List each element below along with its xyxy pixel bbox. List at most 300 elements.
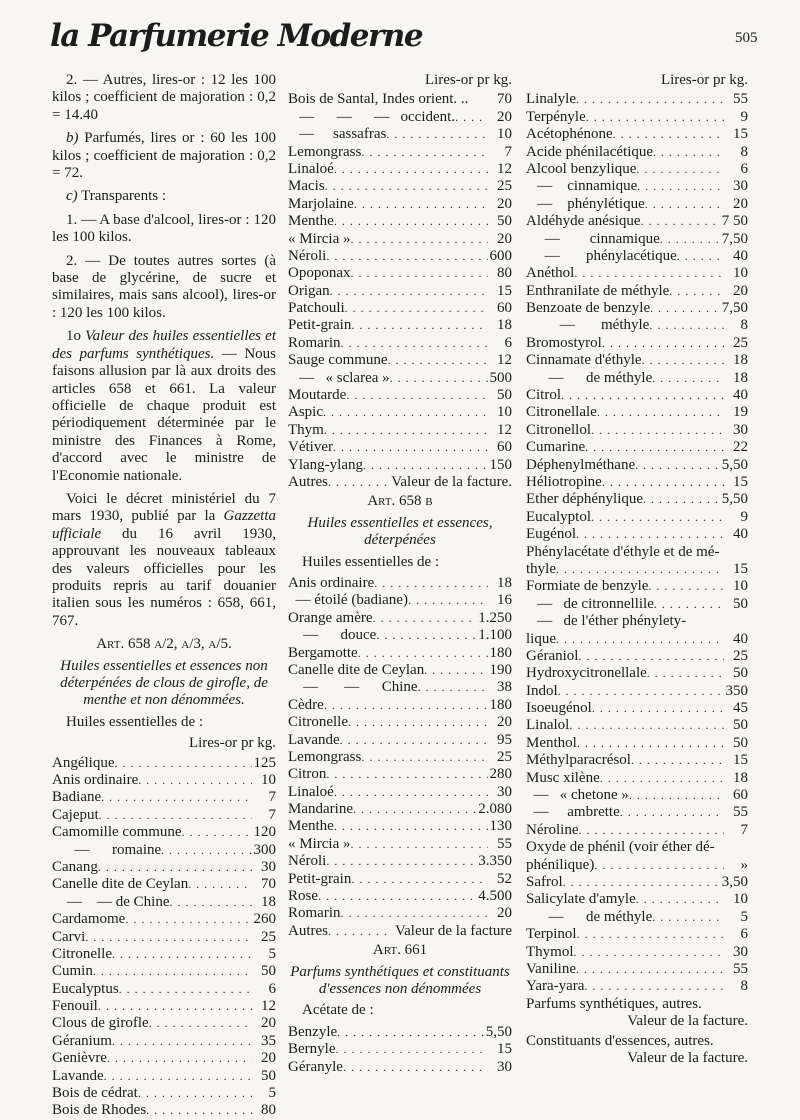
item-value: 50 [733,595,748,612]
leader-dots [600,770,724,787]
item-name: Sauge commune [288,352,388,369]
list-item [526,613,748,630]
item-name: Citronelle [288,714,348,731]
item-value: 5,50 [485,1023,512,1040]
leader-dots [350,836,488,853]
list-item [526,457,748,474]
unit-label: Lires-or pr kg. [424,72,512,88]
item-value: 7 50 [721,213,748,230]
item-value: 10 [733,265,748,282]
list-item [526,387,748,404]
item-value: 15 [733,752,748,769]
item-name: Musc xilène [526,769,600,786]
item-name: Anis ordinaire [288,575,375,592]
list-item [288,1041,512,1058]
leader-dots [101,789,252,806]
leader-dots [591,422,724,439]
item-name: Eucalyptus [52,980,119,997]
item-name: « Mircia » [288,835,351,852]
list-item [288,749,512,766]
list-item [526,404,748,421]
item-name: — romaine [52,841,162,858]
leader-dots [669,283,724,300]
list-item [526,474,748,491]
item-name: Menthe [288,213,334,230]
leader-dots [388,352,488,369]
item-value: 180 [489,644,512,661]
list-item [288,645,512,662]
leader-dots [361,144,488,161]
item-name: Lemongrass [288,143,362,160]
item-value: 7 [504,143,512,160]
list-item [526,352,748,369]
leader-dots [328,923,393,940]
item-name: Néroli [288,247,327,264]
item-value: 150 [489,456,512,473]
item-name: — « chetone » [526,787,629,804]
list-item [288,679,512,696]
item-name: Orange amère [288,609,373,626]
list-item [52,876,276,893]
leader-dots [325,178,488,195]
list-item [288,836,512,853]
item-name: Lemongrass [288,748,362,765]
list-item [288,404,512,421]
list-item [288,905,512,922]
item-value: 3,50 [721,874,748,891]
leader-dots [107,1050,252,1067]
list-item [526,178,748,195]
item-value: 20 [261,1050,276,1067]
leader-dots [584,978,724,995]
leader-dots [353,801,476,818]
list-item [288,662,512,679]
price-list [526,648,748,839]
leader-dots [597,404,724,421]
item-name: « Mircia » [288,230,351,247]
item-value: 8 [740,317,748,334]
list-item [288,300,512,317]
leader-dots [98,998,252,1015]
list-item [52,807,276,824]
item-name: Romarin [288,334,341,351]
item-value: 50 [261,1067,276,1084]
item-name: — de méthyle [526,908,653,925]
leader-dots [324,422,488,439]
list-item [52,755,276,772]
list-item [288,317,512,334]
leader-dots [341,335,489,352]
item-value: 125 [253,754,276,771]
list-item [52,789,276,806]
leader-dots [170,894,253,911]
leader-dots [326,766,487,783]
article-title: Art. 661 [372,942,428,959]
note-line: Parfums synthétiques, autres. [526,995,702,1012]
item-value: 19 [733,404,748,421]
list-item [526,578,748,595]
leader-dots [602,474,724,491]
item-name: — cinnamique [526,230,660,247]
list-item [526,961,748,978]
item-value: 22 [733,439,748,456]
article-heading: Huiles essentielles et essences, déterpénées [307,514,493,549]
list-item [288,784,512,801]
list-item [288,697,512,714]
item-value: 7 [268,806,276,823]
item-name: Néroline [526,821,579,838]
item-name: Formiate de benzyle [526,578,649,595]
leader-dots [647,665,724,682]
leader-dots [563,874,720,891]
list-item [288,265,512,282]
list-item [526,665,748,682]
leader-dots [602,335,724,352]
item-name: — méthyle [526,317,650,334]
leader-dots [340,732,488,749]
leader-dots [594,857,724,874]
list-item [288,213,512,230]
price-list [288,1024,512,1076]
leader-dots [373,610,477,627]
item-name: Citron [288,766,327,783]
item-value: 55 [733,804,748,821]
list-item [526,509,748,526]
list-item [288,1024,512,1041]
list-item [526,265,748,282]
item-name: — — — occident. [288,108,456,125]
column-2 [288,72,512,1076]
list-item [52,981,276,998]
item-value: 3.350 [478,853,512,870]
list-item [526,196,748,213]
leader-dots [337,1024,484,1041]
item-name: Géranium [52,1032,112,1049]
price-list [288,91,512,491]
leader-dots [390,370,488,387]
item-value: 6 [504,334,512,351]
list-item [526,335,748,352]
item-name: Citronelle [52,945,112,962]
item-value: 50 [733,734,748,751]
item-value: 40 [733,387,748,404]
item-name: Safrol [526,874,563,891]
item-value: 15 [733,126,748,143]
leader-dots [653,144,724,161]
item-name: — phénylétique [526,195,645,212]
leader-dots [576,526,724,543]
item-name: Anis ordinaire [52,772,139,789]
item-name: Menthe [288,818,334,835]
list-item [288,853,512,870]
item-value: 50 [261,963,276,980]
item-name: Acétophénone [526,126,613,143]
item-name: Bernyle [288,1041,336,1058]
leader-dots [576,91,724,108]
leader-dots [334,784,488,801]
item-value: 5 [740,908,748,925]
item-value: 16 [497,592,512,609]
leader-dots [591,509,724,526]
list-item [526,787,748,804]
item-value: 18 [497,575,512,592]
list-item-line: Oxyde de phénil (voir éther dé- [526,839,715,856]
leader-dots [577,735,724,752]
item-name: Yara-yara [526,978,585,995]
leader-dots [652,909,724,926]
column-1 [52,72,276,1120]
list-item [288,457,512,474]
column-3 [526,72,748,1069]
leader-dots [577,926,724,943]
list-item [52,911,276,928]
item-value: 350 [725,682,748,699]
leader-dots [341,905,489,922]
list-intro: Acétate de : [302,1002,374,1019]
item-value: 60 [497,300,512,317]
paragraph: 1. — A base d'alcool, lires-or : 120 les 100 kilos. [52,211,276,246]
leader-dots [348,714,488,731]
item-name: Bois de cédrat [52,1085,138,1102]
note-line: Constituants d'essences, autres. [526,1032,714,1049]
item-value: 7,50 [721,230,748,247]
item-name: Bois de Rhodes [52,1102,147,1119]
item-value: 20 [733,195,748,212]
list-item [288,1059,512,1076]
item-name: — — Chine [288,679,418,696]
list-item [526,370,748,387]
leader-dots [351,317,488,334]
leader-dots [361,749,488,766]
leader-dots [642,352,724,369]
item-name: — « sclarea » [288,369,390,386]
item-name: Lavande [288,731,340,748]
list-item [52,1050,276,1067]
leader-dots [677,248,724,265]
item-value: 10 [733,578,748,595]
item-name: Carvi [52,928,86,945]
item-value: 10 [497,126,512,143]
item-value: 50 [497,387,512,404]
leader-dots [104,1068,252,1085]
leader-dots [146,1102,252,1119]
leader-dots [119,981,252,998]
leader-dots [346,387,488,404]
item-name: Mandarine [288,801,353,818]
item-name: Genièvre [52,1050,107,1067]
leader-dots [335,1041,488,1058]
list-item [288,231,512,248]
leader-dots [351,871,488,888]
list-item [526,944,748,961]
list-item [52,963,276,980]
price-list [526,578,748,630]
list-item [526,491,748,508]
list-item: phénilique) . . . » [526,857,748,874]
item-name: Autres [288,474,328,490]
leader-dots [354,196,488,213]
article-heading: Huiles essentielles et essences non déterpénées de clous de girofle, de menthe et non dénommées. [60,657,268,709]
list-intro: Huiles essentielles de : [66,713,204,730]
item-value: 10 [261,772,276,789]
leader-dots [613,126,724,143]
list-item [288,178,512,195]
item-value: 18 [733,369,748,386]
item-value: 280 [489,766,512,783]
item-value: 120 [253,824,276,841]
item-name: Rose [288,888,318,905]
item-value: 9 [740,108,748,125]
item-value: 55 [733,960,748,977]
list-item [288,888,512,905]
item-value: 10 [733,891,748,908]
list-item [288,474,512,491]
leader-dots [556,631,724,648]
leader-dots [652,370,724,387]
list-item [526,978,748,995]
list-item [52,1033,276,1050]
item-value: 2.080 [478,801,512,818]
item-value: 7 [740,821,748,838]
item-value: 38 [497,679,512,696]
item-value: 25 [497,748,512,765]
unit-label: Lires-or pr kg. [660,72,748,88]
item-value: 18 [497,317,512,334]
leader-dots [326,248,487,265]
item-value: 20 [497,905,512,922]
leader-dots [592,700,724,717]
item-value: 15 [497,1041,512,1058]
leader-dots [455,109,488,126]
item-name: Benzoate de benzyle [526,300,651,317]
item-value: 70 [261,876,276,893]
list-item [526,926,748,943]
item-value: 12 [497,160,512,177]
item-value: 15 [733,474,748,490]
item-name: Citronellale [526,404,597,421]
item-value: 4.500 [478,888,512,905]
list-intro: Huiles essentielles de : [302,553,440,570]
item-name: — étoilé (badiane) [288,592,408,609]
leader-dots [112,946,252,963]
leader-dots [328,474,389,491]
item-value: 15 [497,282,512,299]
leader-dots [334,818,488,835]
item-value: 1.100 [478,627,512,644]
list-item [288,801,512,818]
item-value: 95 [497,731,512,748]
item-name: Benzyle [288,1023,338,1040]
list-item [288,126,512,143]
item-value: 20 [733,282,748,299]
leader-dots [574,944,725,961]
list-item [52,1102,276,1119]
leader-dots [351,265,489,282]
item-name: Linalol [526,717,570,734]
item-name: Salicylate d'amyle [526,891,636,908]
leader-dots [323,404,488,421]
item-value: 300 [253,841,276,858]
list-item [288,766,512,783]
item-name: Origan [288,282,330,299]
leader-dots [418,679,488,696]
item-name: Patchouli [288,300,345,317]
leader-dots [334,161,488,178]
list-item [526,422,748,439]
item-name: Cumarine [526,439,586,456]
item-value: 7,50 [721,300,748,317]
article-heading: Parfums synthétiques et constituants d'essences non dénommées [290,963,510,998]
leader-dots [318,888,476,905]
list-item [52,859,276,876]
item-name: — ambrette [526,804,620,821]
item-name: Ylang-ylang [288,456,363,473]
item-value: 25 [497,178,512,195]
item-value: 60 [733,787,748,804]
list-item [526,804,748,821]
item-value: 25 [733,334,748,351]
list-item [52,894,276,911]
leader-dots [576,961,724,978]
item-value: 5 [268,1085,276,1102]
list-item [52,772,276,789]
list-item [288,109,512,126]
list-item [288,610,512,627]
item-name: Fenouil [52,998,98,1015]
item-value: 80 [497,265,512,282]
item-name: Cumin [52,963,93,980]
article-title: Art. 658 a/2, a/3, a/5. [96,636,232,653]
item-value: Valeur de la facture. [391,474,512,490]
leader-dots [620,804,724,821]
item-value: 130 [489,818,512,835]
list-item [52,998,276,1015]
leader-dots [636,161,724,178]
list-item [288,714,512,731]
list-item [288,196,512,213]
item-name: Canelle dite de Ceylan [52,876,189,893]
leader-dots [326,853,476,870]
list-item [526,874,748,891]
list-item [288,592,512,609]
item-name: Petit-grain [288,317,352,334]
list-item [288,627,512,644]
item-value: 20 [497,714,512,731]
list-item [526,439,748,456]
item-value: 1.250 [478,609,512,626]
item-name: Déphenylméthane [526,456,636,473]
item-value: 18 [733,769,748,786]
item-value: 80 [261,1102,276,1119]
item-value: 6 [268,980,276,997]
leader-dots [574,265,724,282]
item-value: 20 [497,230,512,247]
item-name: Linaloé [288,783,334,800]
item-name: Bois de Santal, Indes orient. .. [288,91,469,108]
item-value: 30 [733,421,748,438]
leader-dots [358,645,488,662]
list-item [526,752,748,769]
leader-dots [363,457,488,474]
item-value: 40 [733,526,748,543]
item-value: 30 [733,178,748,195]
leader-dots [376,627,476,644]
item-value: 8 [740,143,748,160]
leader-dots [386,126,488,143]
leader-dots [578,822,724,839]
leader-dots [408,592,488,609]
item-name: Vétiver [288,439,333,456]
